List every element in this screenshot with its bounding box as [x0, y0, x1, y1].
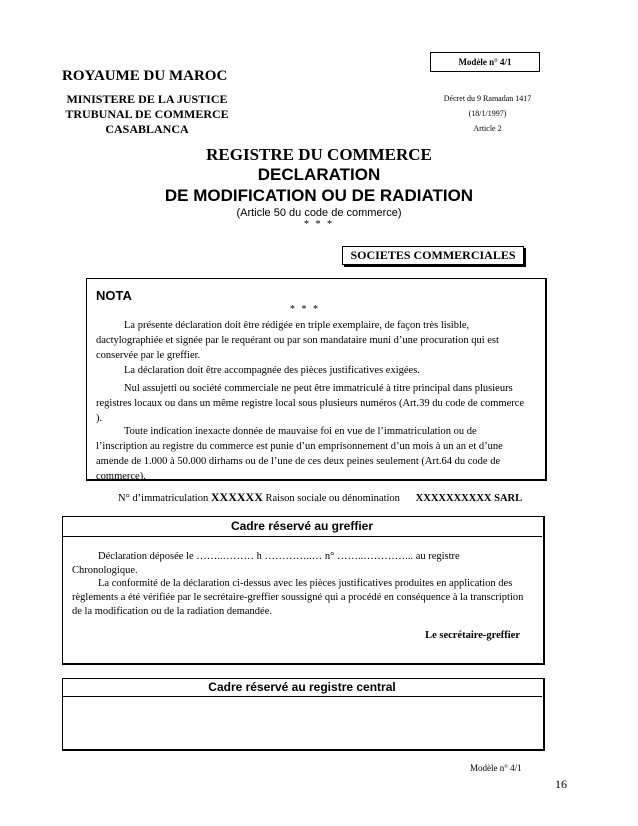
title-stars: * * * — [304, 219, 334, 230]
registre-title: REGISTRE DU COMMERCE — [206, 145, 432, 164]
immatriculation-value: XXXXXX — [210, 490, 263, 504]
depot-line: Déclaration déposée le ……..……… h …………..… n° ……..…………... au registre — [98, 551, 460, 562]
ministere-block — [62, 92, 232, 137]
societes-label: SOCIETES COMMERCIALES — [342, 246, 524, 265]
decret-block — [425, 91, 550, 136]
city-line: CASABLANCA — [105, 122, 189, 136]
chronologique-line: Chronologique. — [72, 565, 138, 576]
royaume-heading: ROYAUME DU MAROC — [62, 68, 228, 84]
raison-sociale-label: Raison sociale ou dénomination — [265, 493, 400, 504]
raison-sociale-value: XXXXXXXXXX SARL — [415, 493, 523, 504]
central-title: Cadre réservé au registre central — [62, 678, 542, 697]
nota-paragraph: Toute indication inexacte donnée de mauvaise foi en vue de l’immatriculation ou de l’inscription au registre du commerce est punie d’un emprisonnement d’un mois à un an et d’une amende de 1.000 à 50.000 dirhams ou de l’une de ces deux peines seulement (Art.64 du code de commerce). — [96, 426, 503, 482]
footer-modele: Modèle n° 4/1 — [470, 763, 522, 773]
modele-box: Modèle n° 4/1 — [430, 52, 540, 72]
signature-label: Le secrétaire-greffier — [425, 630, 520, 641]
conformite-paragraph: La conformité de la déclaration ci-dessus avec les pièces justificatives produites en application des règlements a été vérifiée par le secrétaire-greffier soussigné qui a procédé en conséquence à la transcription de la modification ou de la radiation demandée. — [72, 578, 524, 617]
nota-paragraph: La présente déclaration doit être rédigée en triple exemplaire, de façon très lisible, dactylographiée et signée par le requérant ou par son mandataire muni d’une procuration qui est conservée par le greffier. — [96, 320, 499, 361]
decret-date: (18/1/1997) — [468, 109, 507, 118]
nota-title: NOTA — [96, 288, 132, 303]
decret-line: Décret du 9 Ramadan 1417 — [443, 94, 532, 103]
page-number: 16 — [555, 777, 567, 791]
modification-title: DE MODIFICATION OU DE RADIATION — [164, 186, 474, 205]
immatriculation-label: N° d’immatriculation — [118, 493, 209, 504]
declaration-title: DECLARATION — [257, 165, 381, 184]
nota-stars: * * * — [290, 304, 320, 315]
tribunal-line: TRUBUNAL DE COMMERCE — [65, 107, 229, 121]
greffier-title: Cadre réservé au greffier — [62, 516, 542, 537]
nota-paragraph: Nul assujetti ou société commerciale ne peut être immatriculé à titre principal dans plusieurs registres locaux ou dans un même registre local sous plusieurs numéros (Art.39 du code de commerce ). — [96, 383, 525, 424]
article-reference: (Article 50 du code de commerce) — [236, 207, 402, 219]
ministere-line: MINISTERE DE LA JUSTICE — [66, 92, 228, 106]
immatriculation-line — [118, 490, 522, 505]
nota-paragraph: La déclaration doit être accompagnée des pièces justificatives exigées. — [124, 365, 420, 376]
decret-article: Article 2 — [473, 124, 502, 133]
